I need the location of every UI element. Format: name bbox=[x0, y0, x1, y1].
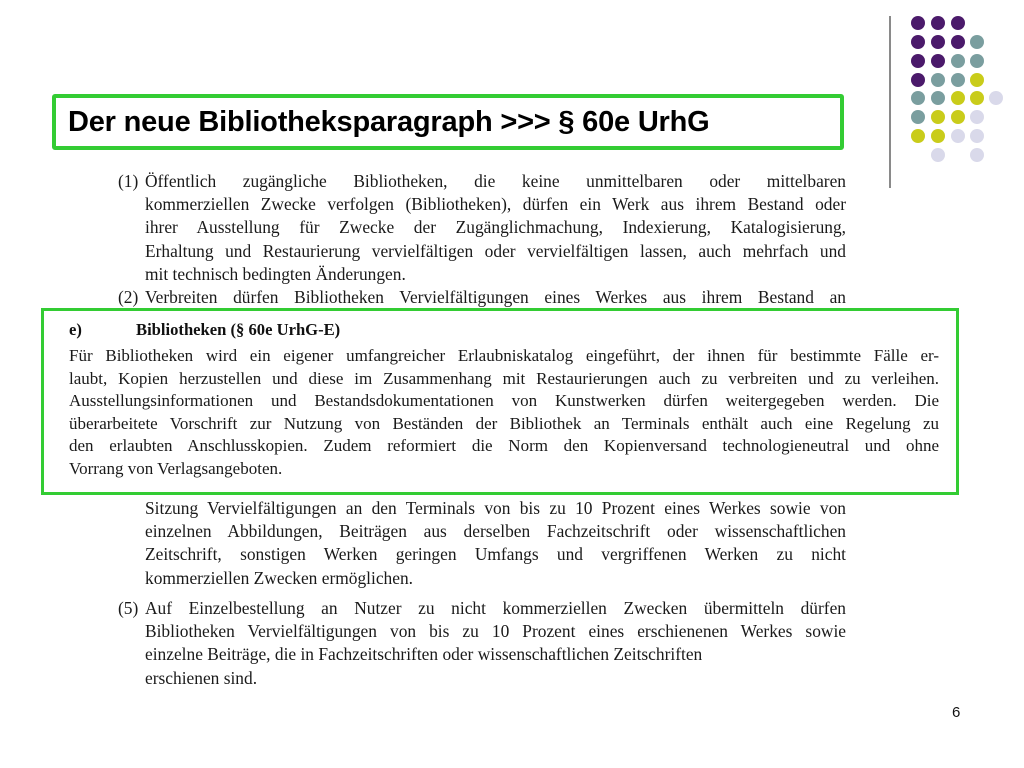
paragraph-4-continued bbox=[118, 497, 846, 590]
overlay-line: Vorrang von Verlagsangeboten. bbox=[69, 458, 283, 478]
decorative-dot bbox=[951, 35, 965, 49]
overlay-line: Für Bibliotheken wird ein eigener umfangreicher Erlaubniskatalog eingeführt, der ihnen für bestimmte Fälle er- bbox=[69, 346, 939, 365]
overlay-line: laubt, Kopien herzustellen und diese im Zusammenhang mit Restaurierungen auch zu verbreiten und zu verleihen. bbox=[69, 368, 939, 388]
text-line: Auf Einzelbestellung an Nutzer zu nicht kommerziellen Zwecken übermitteln dürfen bbox=[145, 598, 846, 618]
text-line: erschienen sind. bbox=[145, 667, 258, 688]
decorative-dot bbox=[911, 54, 925, 68]
decorative-dot bbox=[970, 148, 984, 162]
decorative-dot bbox=[970, 110, 984, 124]
decorative-dot bbox=[931, 35, 945, 49]
decorative-dot bbox=[951, 110, 965, 124]
text-line: mit technisch bedingten Änderungen. bbox=[145, 263, 406, 284]
text-line: Öffentlich zugängliche Bibliotheken, die keine unmittelbaren oder mittelbaren bbox=[145, 171, 846, 191]
decorative-dot bbox=[931, 148, 945, 162]
overlay-line: den erlaubten Anschlusskopien. Zudem reformiert die Norm den Kopienversand technologieneutral und ohne bbox=[69, 436, 939, 456]
decorative-dot bbox=[931, 110, 945, 124]
decorative-dot bbox=[970, 73, 984, 87]
vertical-divider-line bbox=[889, 16, 891, 188]
decorative-dot bbox=[989, 91, 1003, 105]
explanation-overlay-box bbox=[41, 308, 959, 495]
decorative-dot bbox=[951, 54, 965, 68]
law-text-top bbox=[118, 170, 846, 309]
slide-title: Der neue Bibliotheksparagraph >>> § 60e UrhG bbox=[68, 106, 710, 138]
decorative-dot bbox=[931, 91, 945, 105]
decorative-dot bbox=[951, 91, 965, 105]
text-line: einzelne Beiträge, die in Fachzeitschriften oder wissenschaftlichen Zeitschriften bbox=[145, 644, 703, 665]
title-box bbox=[52, 94, 844, 150]
decorative-dot bbox=[951, 129, 965, 143]
page-number: 6 bbox=[952, 704, 961, 721]
decorative-dot bbox=[911, 73, 925, 87]
decorative-dot bbox=[911, 110, 925, 124]
decorative-dot bbox=[970, 54, 984, 68]
decorative-dot bbox=[970, 129, 984, 143]
text-line: Bibliotheken Vervielfältigungen von bis zu 10 Prozent eines erschienenen Werkes sowie bbox=[145, 621, 846, 642]
paragraph-1 bbox=[118, 170, 846, 286]
text-line: Erhaltung und Restaurierung vervielfältigen oder vervielfältigen lassen, auch mehrfach und bbox=[145, 240, 846, 261]
decorative-dot bbox=[970, 91, 984, 105]
decorative-dot bbox=[970, 35, 984, 49]
decorative-dot bbox=[911, 129, 925, 143]
decorative-dot bbox=[931, 73, 945, 87]
text-line: ihrer Ausstellung für Zwecke der Zugänglichmachung, Indexierung, Katalogisierung, bbox=[145, 217, 846, 238]
paragraph-number: (5) bbox=[118, 598, 139, 618]
overlay-body bbox=[69, 345, 939, 481]
text-line: kommerziellen Zwecken ermöglichen. bbox=[145, 567, 413, 588]
text-line: Sitzung Vervielfältigungen an den Terminals von bis zu 10 Prozent eines Werkes sowie von bbox=[145, 498, 846, 518]
decorative-dot bbox=[911, 35, 925, 49]
decorative-dot bbox=[931, 54, 945, 68]
paragraph-number: (1) bbox=[118, 171, 139, 191]
decorative-dot bbox=[931, 129, 945, 143]
overlay-line: Ausstellungsinformationen und Bestandsdokumentationen von Kunstwerken dürfen weitergegeben werden. Die bbox=[69, 391, 939, 411]
decorative-dot bbox=[911, 16, 925, 30]
text-line: einzelnen Abbildungen, Beiträgen aus derselben Fachzeitschrift oder wissenschaftlichen bbox=[145, 521, 846, 542]
decorative-dot bbox=[951, 16, 965, 30]
overlay-line: überarbeitete Vorschrift zur Nutzung von Beständen der Bibliothek an Terminals enthält auch eine Regelung zu bbox=[69, 413, 939, 433]
text-line: Verbreiten dürfen Bibliotheken Vervielfältigungen eines Werkes aus ihrem Bestand an bbox=[145, 286, 846, 307]
paragraph-2 bbox=[118, 286, 846, 309]
law-text-bottom bbox=[118, 497, 846, 590]
paragraph-number: (2) bbox=[118, 286, 139, 307]
law-text-paragraph-5 bbox=[118, 597, 846, 690]
decorative-dot bbox=[951, 73, 965, 87]
text-line: Zeitschrift, sonstigen Werken geringen Umfangs und vergriffenen Werken zu nicht bbox=[145, 544, 846, 565]
decorative-dot bbox=[931, 16, 945, 30]
text-line: kommerziellen Zwecke verfolgen (Bibliotheken), dürfen ein Werk aus ihrem Bestand oder bbox=[145, 194, 846, 215]
paragraph-5 bbox=[118, 597, 846, 690]
overlay-label: e) bbox=[69, 320, 82, 339]
overlay-heading-text: Bibliotheken (§ 60e UrhG-E) bbox=[136, 320, 341, 339]
decorative-dot bbox=[911, 91, 925, 105]
